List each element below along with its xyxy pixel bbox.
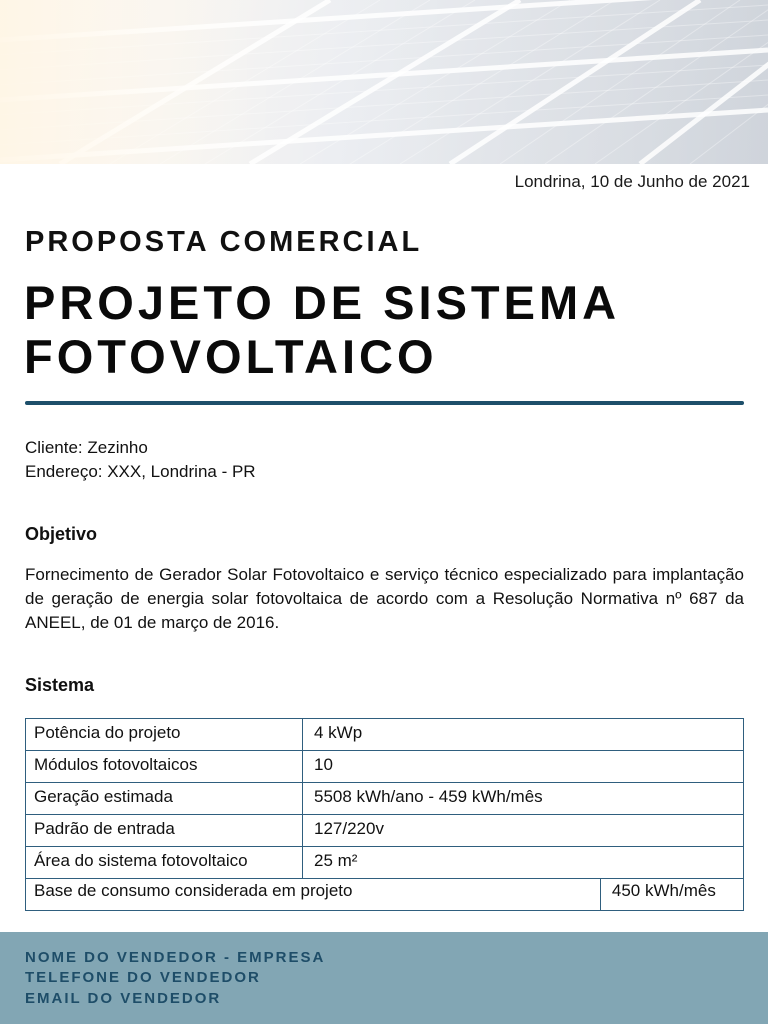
- spec-label: Geração estimada: [26, 783, 303, 815]
- sistema-heading: Sistema: [25, 675, 95, 695]
- document-title: [24, 276, 744, 384]
- title-divider: [25, 401, 744, 405]
- spec-label: Área do sistema fotovoltaico: [26, 847, 303, 879]
- table-row: [26, 719, 744, 751]
- title-line-2: FOTOVOLTAICO: [24, 330, 438, 383]
- spec-value: 4 kWp: [303, 719, 744, 751]
- spec-label: Módulos fotovoltaicos: [26, 751, 303, 783]
- spec-label: Potência do projeto: [26, 719, 303, 751]
- table-row: [26, 751, 744, 783]
- system-spec-table: [25, 718, 744, 911]
- spec-value: 127/220v: [303, 815, 744, 847]
- spec-value: 10: [303, 751, 744, 783]
- table-row: [26, 847, 744, 879]
- seller-name-company: NOME DO VENDEDOR - EMPRESA: [25, 949, 326, 966]
- spec-label: Base de consumo considerada em projeto: [26, 879, 601, 911]
- solar-panel-illustration: [0, 0, 768, 164]
- client-info: [25, 436, 256, 484]
- table-row: [26, 783, 744, 815]
- objetivo-heading: Objetivo: [25, 524, 98, 544]
- title-line-1: PROJETO DE SISTEMA: [24, 276, 621, 329]
- solar-panel-banner-image: [0, 0, 768, 164]
- document-date: Londrina, 10 de Junho de 2021: [514, 172, 750, 191]
- seller-footer: [0, 932, 768, 1024]
- objetivo-paragraph: Fornecimento de Gerador Solar Fotovoltaico e serviço técnico especializado para implantação de geração de energia solar fotovoltaica de acordo com a Resolução Normativa nº 687 da ANEEL, de 01 de março de 2016.: [25, 565, 744, 632]
- spec-value: 25 m²: [303, 847, 744, 879]
- spec-label: Padrão de entrada: [26, 815, 303, 847]
- seller-phone: TELEFONE DO VENDEDOR: [25, 969, 261, 986]
- table-row: [26, 879, 744, 911]
- spec-value: 5508 kWh/ano - 459 kWh/mês: [303, 783, 744, 815]
- client-name: Cliente: Zezinho: [25, 438, 148, 457]
- client-address: Endereço: XXX, Londrina - PR: [25, 462, 256, 481]
- table-row: [26, 815, 744, 847]
- spec-value: 450 kWh/mês: [600, 879, 743, 911]
- document-kicker: PROPOSTA COMERCIAL: [25, 226, 423, 258]
- seller-email: EMAIL DO VENDEDOR: [25, 990, 222, 1007]
